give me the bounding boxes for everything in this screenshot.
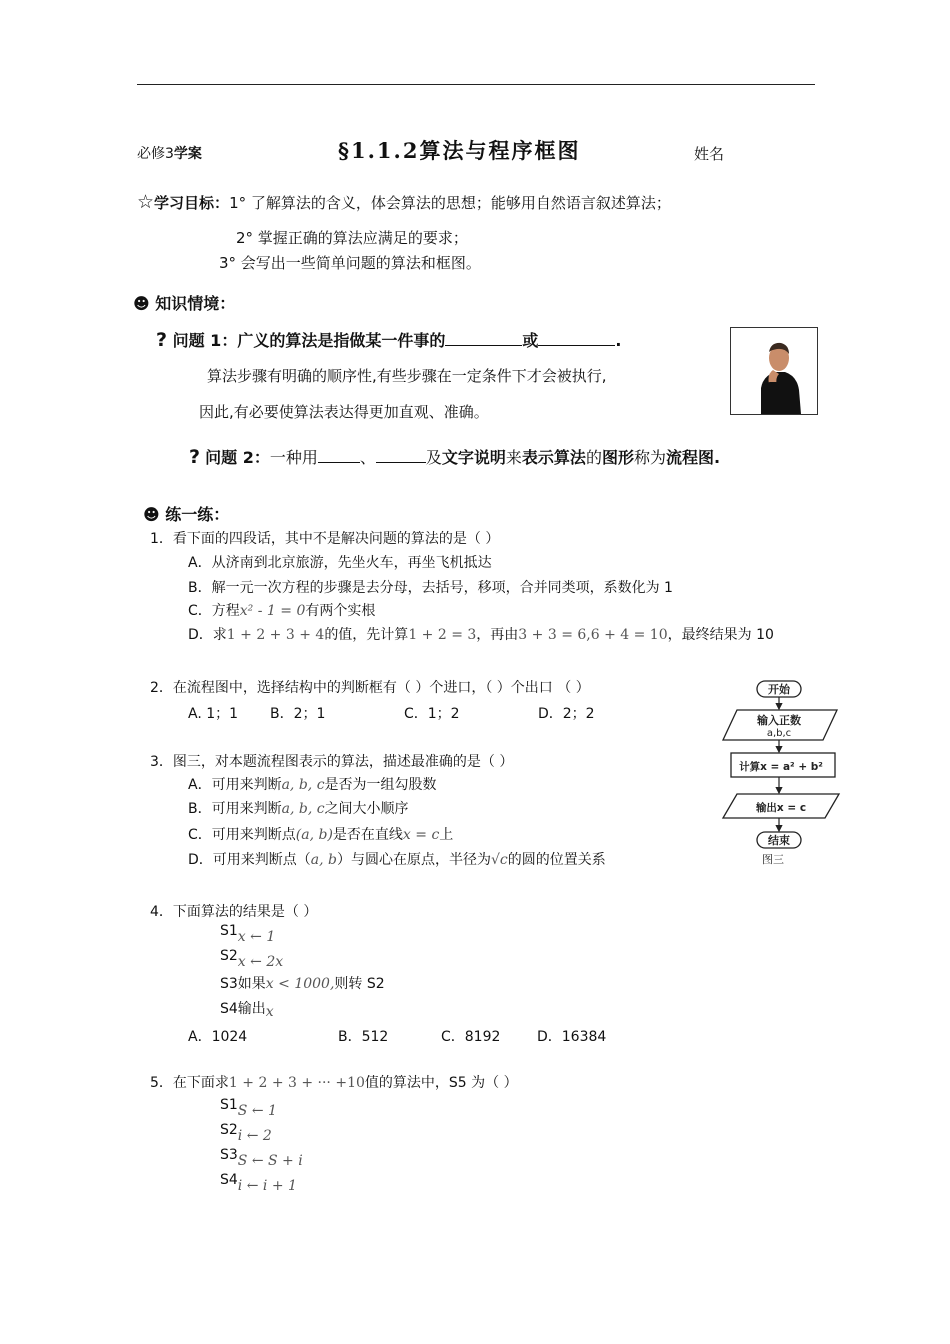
- blank-1: [445, 331, 522, 346]
- flow-start-label: 开始: [768, 683, 790, 696]
- p3-stem: 3．图三，对本题流程图表示的算法，描述最准确的是（ ）: [150, 754, 514, 770]
- flow-end-label: 结束: [768, 834, 790, 847]
- p2-option-a: A. 1；1: [188, 706, 239, 722]
- p3-option-d: D．可用来判断点（a, b）与圆心在原点，半径为√c的圆的位置关系: [188, 852, 606, 868]
- question-1: ? 问题 1：广义的算法是指做某一件事的 或 .: [156, 329, 622, 351]
- flow-caption: 图三: [762, 853, 784, 866]
- p4-step-1: S1x ← 1: [220, 923, 276, 945]
- note-line-2: 因此,有必要使算法表达得更加直观、准确。: [199, 403, 489, 421]
- note-line-1: 算法步骤有明确的顺序性,有些步骤在一定条件下才会被执行,: [207, 367, 607, 385]
- flow-input-vars: a,b,c: [766, 728, 792, 739]
- p5-step-1: S1S ← 1: [220, 1097, 277, 1119]
- flow-calc-label: 计算x = a² + b²: [739, 761, 823, 773]
- p3-option-b: B．可用来判断a, b, c之间大小顺序: [188, 801, 409, 817]
- blank-4: [376, 448, 426, 463]
- p4-stem: 4．下面算法的结果是（ ）: [150, 904, 318, 920]
- course-label: 必修3学案: [137, 146, 202, 162]
- question-mark-icon: ?: [156, 329, 168, 351]
- p4-option-a: A．1024: [188, 1029, 248, 1045]
- p5-step-4: S4i ← i + 1: [220, 1172, 297, 1194]
- p1-option-b: B．解一元一次方程的步骤是去分母，去括号，移项，合并同类项，系数化为 1: [188, 580, 673, 596]
- name-label: 姓名: [694, 145, 725, 163]
- p5-step-2: S2i ← 2: [220, 1122, 272, 1144]
- p1-option-c: C．方程x² - 1 = 0有两个实根: [188, 603, 376, 619]
- blank-2: [538, 331, 615, 346]
- flow-input-label: 输入正数: [757, 714, 801, 727]
- p4-option-d: D．16384: [537, 1029, 607, 1045]
- smiley-icon: ☻: [143, 505, 160, 524]
- goals-line-3: 3° 会写出一些简单问题的算法和框图。: [219, 254, 481, 272]
- p1-stem: 1．看下面的四段话，其中不是解决问题的算法的是（ ）: [150, 531, 500, 547]
- p2-option-c: C．1；2: [404, 706, 460, 722]
- p4-step-2: S2x ← 2x: [220, 948, 284, 970]
- practice-heading: ☻ 练一练：: [143, 505, 230, 524]
- blank-3: [318, 448, 360, 463]
- goals-line-1: ☆学习目标：1° 了解算法的含义，体会算法的思想；能够用自然语言叙述算法；: [137, 191, 671, 213]
- p4-option-c: C．8192: [441, 1029, 501, 1045]
- question-mark-icon: ?: [189, 446, 201, 468]
- p1-option-d: D．求1 + 2 + 3 + 4的值，先计算1 + 2 = 3，再由3 + 3 = 6,6 + 4 = 10，最终结果为 10: [188, 627, 774, 643]
- flow-output-label: 输出x = c: [755, 802, 807, 814]
- smiley-icon: ☻: [133, 294, 150, 313]
- knowledge-heading: ☻ 知识情境：: [133, 294, 236, 313]
- thinking-man-image: [730, 327, 818, 415]
- p2-option-d: D．2；2: [538, 706, 595, 722]
- p1-option-a: A．从济南到北京旅游，先坐火车，再坐飞机抵达: [188, 555, 492, 571]
- p4-option-b: B．512: [338, 1029, 389, 1045]
- page-title: §1.1.2算法与程序框图: [338, 138, 581, 163]
- question-2: ? 问题 2：一种用 、 及文字说明来表示算法的图形称为流程图.: [189, 446, 721, 468]
- p2-stem: 2．在流程图中，选择结构中的判断框有（ ）个进口，（ ）个出口 （ ）: [150, 680, 590, 696]
- flowchart-figure: [715, 677, 845, 873]
- p4-step-3: S3如果x < 1000,则转 S2: [220, 976, 385, 992]
- p3-option-a: A．可用来判断a, b, c是否为一组勾股数: [188, 777, 437, 793]
- p2-option-b: B．2；1: [270, 706, 326, 722]
- p5-step-3: S3S ← S + i: [220, 1147, 303, 1169]
- p4-step-4: S4输出x: [220, 1001, 274, 1020]
- p5-stem: 5．在下面求1 + 2 + 3 + ··· +10值的算法中，S5 为（ ）: [150, 1075, 518, 1091]
- p3-option-c: C．可用来判断点(a, b)是否在直线x = c上: [188, 827, 454, 843]
- goals-line-2: 2° 掌握正确的算法应满足的要求；: [236, 229, 468, 247]
- header-rule: [137, 84, 815, 85]
- star-icon: ☆: [137, 191, 155, 213]
